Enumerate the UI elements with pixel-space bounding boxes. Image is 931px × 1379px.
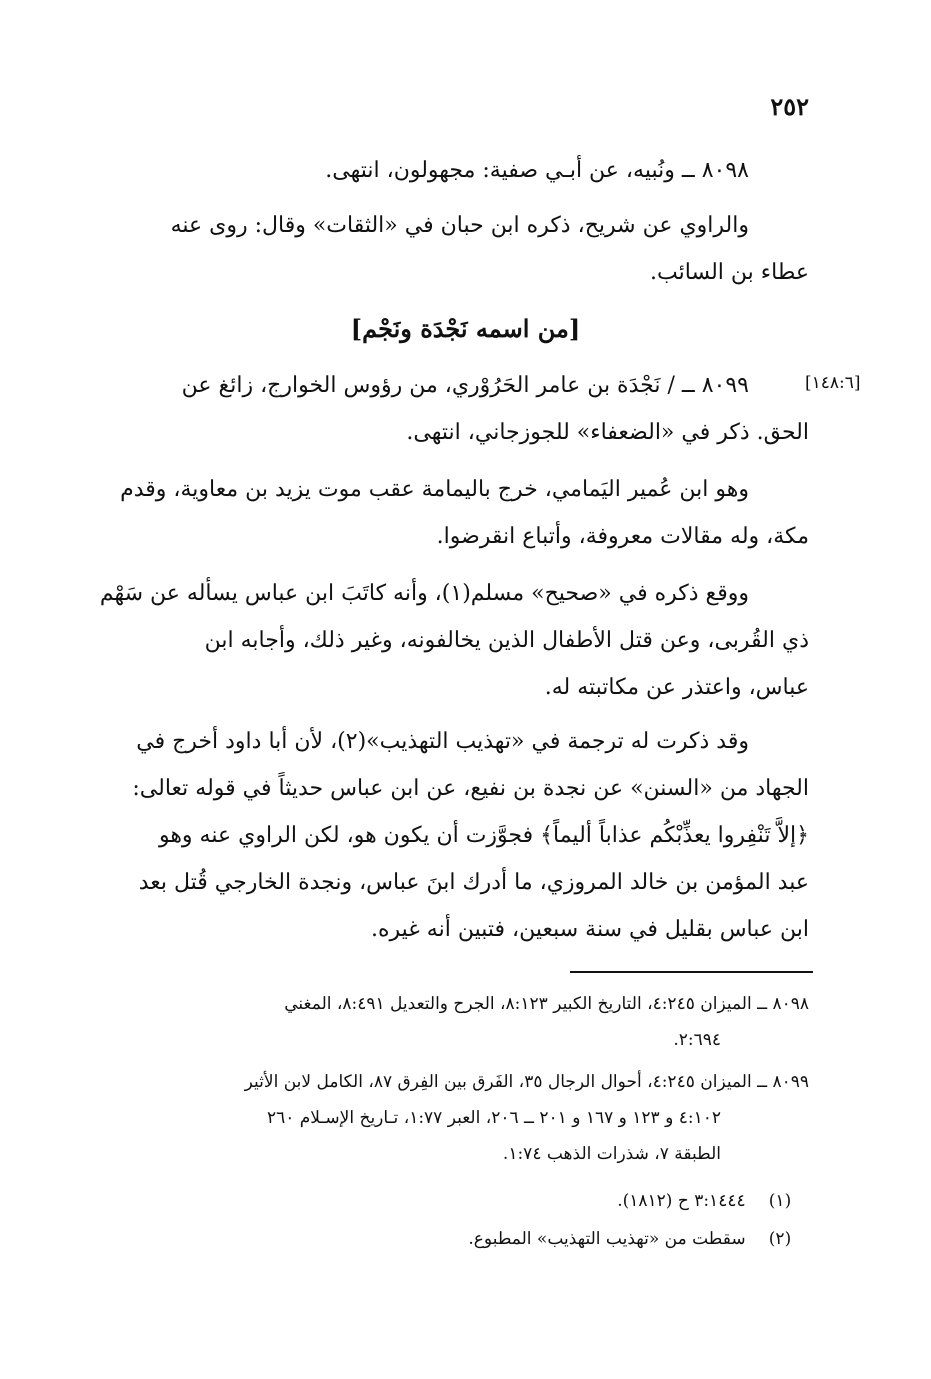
entry-8098-line: ٨٠٩٨ ــ ونُبيه، عن أبـي صفية: مجهولون، انتهى. <box>325 158 749 183</box>
margin-reference: [١٤٨:٦] <box>805 373 861 393</box>
footnote-divider <box>570 971 813 973</box>
entry-8099-line: الحق. ذكر في «الضعفاء» للجوزجاني، انتهى. <box>406 420 809 445</box>
paragraph-ibn-umair <box>85 466 809 560</box>
paragraph-line: ووقع ذكره في «صحيح» مسلم(١)، وأنه كاتَبَ ابن عباس يسأله عن سَهْم <box>99 581 749 606</box>
paragraph-line: الجهاد من «السنن» عن نجدة بن نفيع، عن ابن عباس حديثاً في قوله تعالى: <box>132 776 809 801</box>
footnote-8099 <box>85 1064 809 1172</box>
footnote-line: ٨٠٩٨ ــ الميزان ٤:٢٤٥، التاريخ الكبير ٨:١٢٣، الجرح والتعديل ٨:٤٩١، المغني <box>284 994 809 1014</box>
footnote-text: ٣:١٤٤٤ ح (١٨١٢). <box>617 1191 746 1211</box>
page-number: ٢٥٢ <box>770 92 809 121</box>
footnote-text: سقطت من «تهذيب التهذيب» المطبوع. <box>468 1229 746 1249</box>
paragraph-line: ذي القُربى، وعن قتل الأطفال الذين يخالفونه، وغير ذلك، وأجابه ابن <box>204 628 809 653</box>
footnote-8098 <box>85 986 809 1058</box>
entry-8099-line: ٨٠٩٩ ــ / نَجْدَة بن عامر الحَرُوْري، من رؤوس الخوارج، زائغ عن <box>181 373 749 398</box>
paragraph-sahih <box>85 570 809 711</box>
paragraph-line: عباس، واعتذر عن مكاتبته له. <box>544 675 809 700</box>
footnote-line: ٨٠٩٩ ــ الميزان ٤:٢٤٥، أحوال الرجال ٣٥، الفَرق بين الفِرق ٨٧، الكامل لابن الأثير <box>244 1072 809 1092</box>
footnote-number: (١) <box>768 1191 792 1211</box>
paragraph-line: والراوي عن شريح، ذكره ابن حبان في «الثقات» وقال: روى عنه <box>170 213 749 238</box>
paragraph-tahdhib <box>85 718 809 953</box>
paragraph-rawi <box>85 202 809 296</box>
footnote-line: ٤:١٠٢ و ١٢٣ و ١٦٧ و ٢٠١ ــ ٢٠٦، العبر ١:٧٧، تـاريخ الإسـلام ٢٦٠ <box>266 1108 721 1128</box>
paragraph-line: ﴿إلاَّ تَنْفِروا يعذِّبْكُم عذاباً أليماً﴾ فجوَّزت أن يكون هو، لكن الراوي عنه وهو <box>158 823 809 848</box>
entry-8099 <box>85 362 809 456</box>
paragraph-line: عبد المؤمن بن خالد المروزي، ما أدرك ابنَ عباس، ونجدة الخارجي قُتل بعد <box>138 870 809 895</box>
paragraph-line: وهو ابن عُمير اليَمامي، خرج باليمامة عقب موت يزيد بن معاوية، وقدم <box>120 477 749 502</box>
footnote-number: (٢) <box>768 1229 792 1249</box>
entry-8098 <box>85 147 809 194</box>
footnote-note-1 <box>617 1184 809 1218</box>
paragraph-line: مكة، وله مقالات معروفة، وأتباع انقرضوا. <box>436 524 809 549</box>
section-heading: [من اسمه نَجْدَة ونَجْم] <box>350 314 581 343</box>
paragraph-line: عطاء بن السائب. <box>650 260 809 285</box>
footnote-line: ٢:٦٩٤. <box>673 1030 721 1050</box>
paragraph-line: ابن عباس بقليل في سنة سبعين، فتبين أنه غيره. <box>371 917 809 942</box>
footnote-note-2 <box>468 1222 809 1256</box>
footnote-line: الطبقة ٧، شذرات الذهب ١:٧٤. <box>502 1144 721 1164</box>
paragraph-line: وقد ذكرت له ترجمة في «تهذيب التهذيب»(٢)، لأن أبا داود أخرج في <box>136 729 749 754</box>
